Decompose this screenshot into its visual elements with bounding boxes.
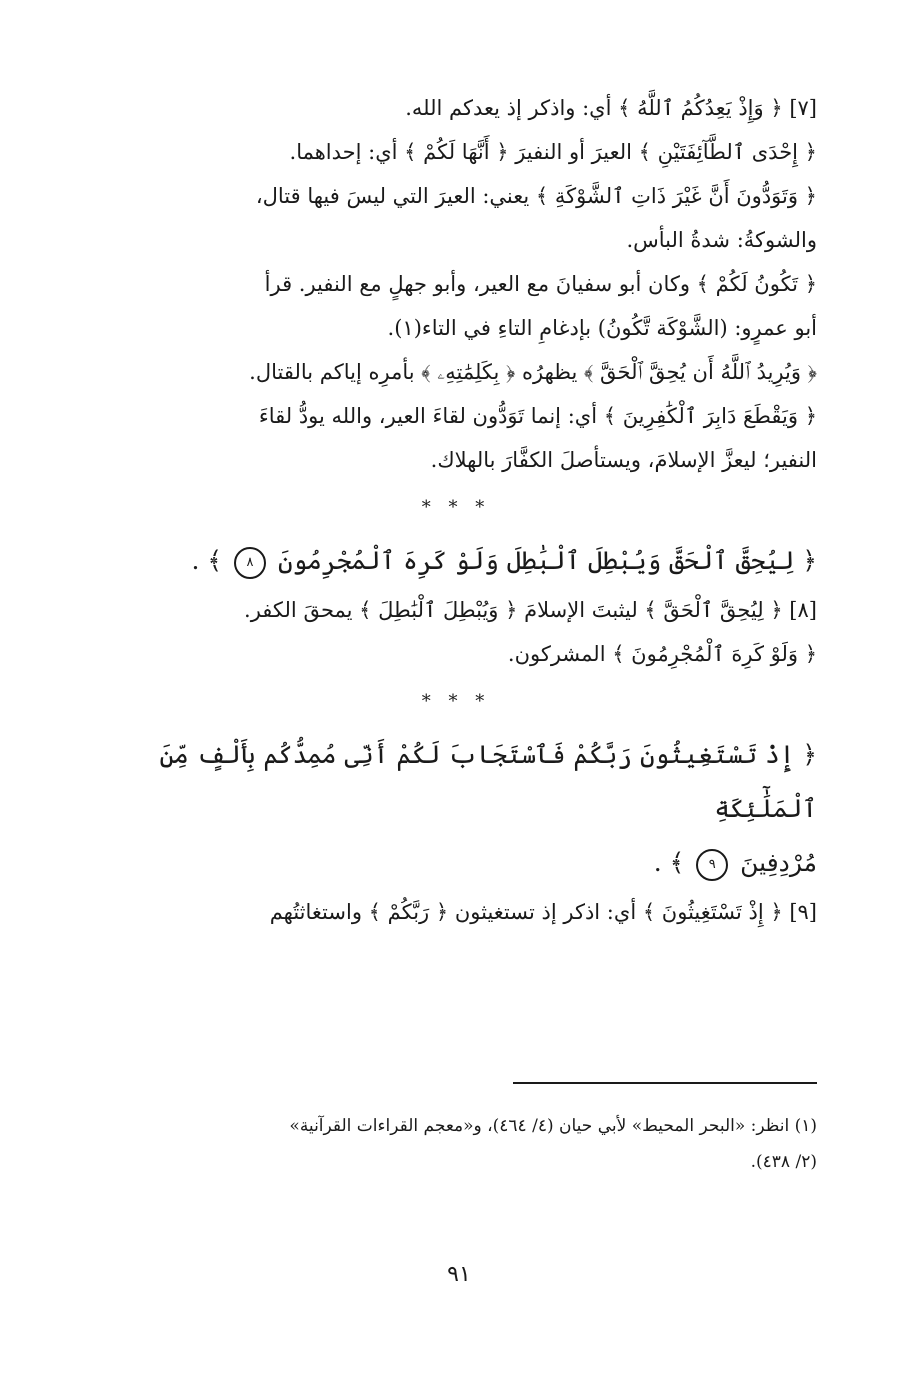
section-separator: * * *	[421, 691, 491, 712]
quran-verse-9	[95, 728, 817, 890]
page-number: ٩١	[447, 1262, 471, 1287]
ayah-number-marker: ٩	[696, 849, 728, 881]
section-separator: * * *	[421, 497, 491, 518]
commentary-paragraph	[95, 174, 817, 262]
text-line: ﴿ تَكُونُ لَكُمْ ﴾ وكان أبو سفيانَ مع العير، وأبو جهلٍ مع النفير. قرأ	[264, 272, 817, 296]
text-line: ﴿ وَتَوَدُّونَ أَنَّ غَيْرَ ذَاتِ ٱلشَّوْكَةِ ﴾ يعني: العيرَ التي ليسَ فيها قتال،	[255, 184, 817, 208]
verse-close: ﴾ .	[191, 546, 223, 575]
commentary-paragraph	[95, 890, 817, 934]
text-line: ﴿ وَيُرِيدُ ٱللَّهُ أَن يُحِقَّ ٱلْحَقَّ ﴾ يظهرُه ﴿ بِكَلِمَٰتِهِۦ ﴾ بأمرِه إياكم بالقتال.	[249, 360, 817, 384]
text-line: ﴿ وَيَقْطَعَ دَابِرَ ٱلْكَٰفِرِينَ ﴾ أي: إنما تَوَدُّون لقاءَ العير، والله يودُّ لقاءَ	[258, 404, 817, 428]
commentary-paragraph	[95, 350, 817, 394]
text-line: النفير؛ ليعزَّ الإسلامَ، ويستأصلَ الكفَّارَ بالهلاك.	[430, 448, 817, 472]
ayah-number-marker: ٨	[234, 547, 266, 579]
verse-text: ﴿ لِيُحِقَّ ٱلْحَقَّ وَيُبْطِلَ ٱلْبَٰطِلَ وَلَوْ كَرِهَ ٱلْمُجْرِمُونَ	[277, 546, 817, 575]
commentary-paragraph	[95, 86, 817, 130]
footnote-line: (٢/ ٤٣٨).	[750, 1152, 817, 1172]
text-line: [٧] ﴿ وَإِذْ يَعِدُكُمُ ٱللَّهُ ﴾ أي: واذكر إذ يعدكم الله.	[405, 96, 817, 120]
text-line: والشوكةُ: شدةُ البأس.	[626, 228, 817, 252]
commentary-paragraph	[95, 588, 817, 676]
text-line: ﴿ وَلَوْ كَرِهَ ٱلْمُجْرِمُونَ ﴾ المشركون.	[507, 642, 817, 666]
footnote-line: (١) انظر: «البحر المحيط» لأبي حيان (٤/ ٤٦٤)، و«معجم القراءات القرآنية»	[289, 1116, 817, 1136]
verse-text: ﴿ إِذْ تَسْتَغِيثُونَ رَبَّكُمْ فَٱسْتَجَابَ لَكُمْ أَنِّى مُمِدُّكُم بِأَلْفٍ مِّنَ ٱلْمَلَٰٓئِكَةِ	[159, 740, 817, 823]
commentary-paragraph	[95, 130, 817, 174]
verse-close: ﴾ .	[653, 848, 685, 877]
page-body	[95, 86, 817, 934]
text-line: [٩] ﴿ إِذْ تَسْتَغِيثُونَ ﴾ أي: اذكر إذ تستغيثون ﴿ رَبَّكُمْ ﴾ واستغاثتُهم	[269, 900, 817, 924]
commentary-paragraph	[95, 394, 817, 482]
footnote	[95, 1108, 817, 1180]
footnote-divider	[513, 1082, 817, 1084]
quran-verse-8	[95, 534, 817, 588]
text-line: أبو عمرٍو: (الشَّوْكَة تَّكُونُ) بإدغامِ التاءِ في التاء(١).	[387, 316, 817, 340]
commentary-paragraph	[95, 262, 817, 350]
text-line: [٨] ﴿ لِيُحِقَّ ٱلْحَقَّ ﴾ ليثبتَ الإسلامَ ﴿ وَيُبْطِلَ ٱلْبَٰطِلَ ﴾ يمحقَ الكفر.	[244, 598, 817, 622]
verse-text: مُرْدِفِينَ	[740, 848, 817, 877]
text-line: ﴿ إِحْدَى ٱلطَّآئِفَتَيْنِ ﴾ العيرَ أو النفيرَ ﴿ أَنَّهَا لَكُمْ ﴾ أي: إحداهما.	[289, 140, 817, 164]
